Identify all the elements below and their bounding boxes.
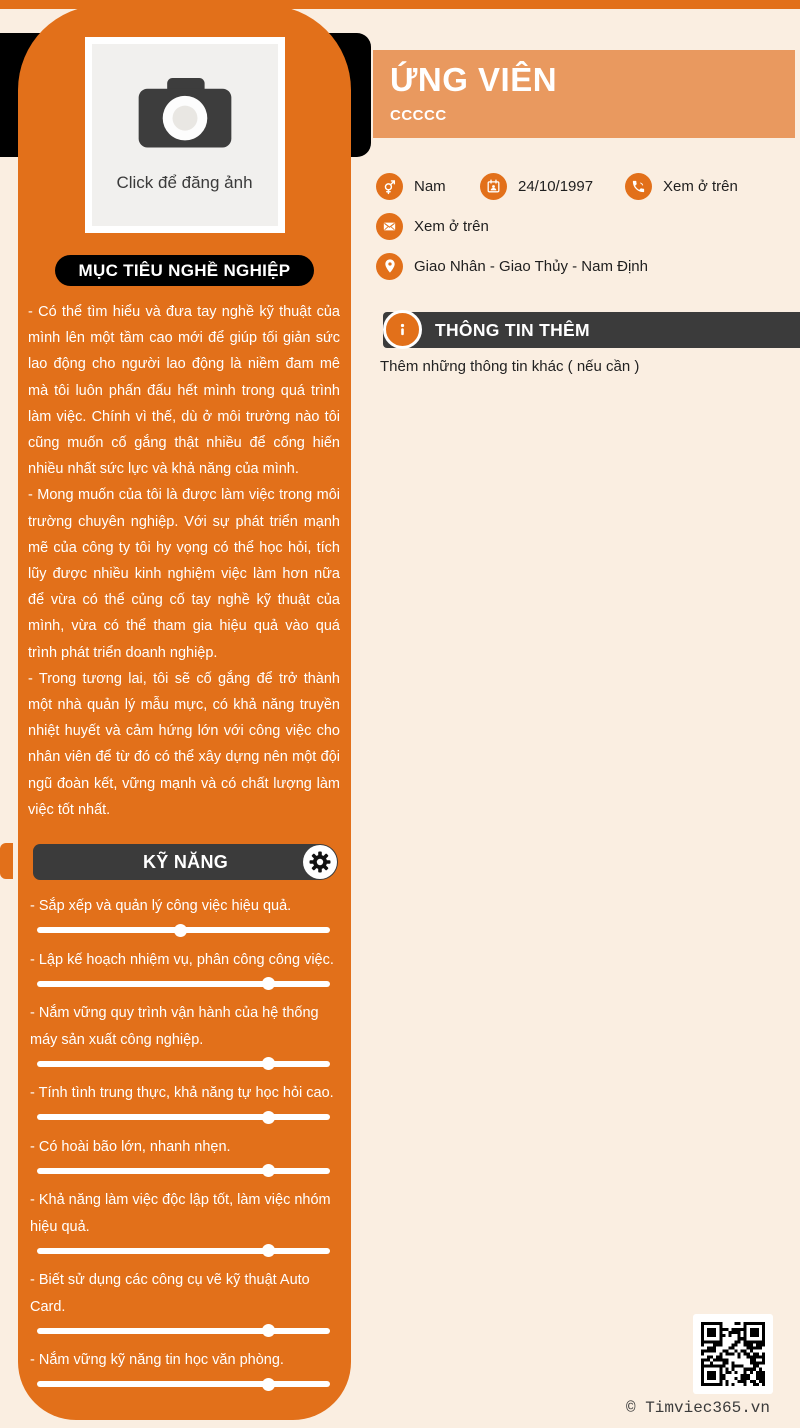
address-value[interactable]: Giao Nhân - Giao Thủy - Nam Định	[414, 257, 648, 275]
objective-paragraph[interactable]: - Có thể tìm hiểu và đưa tay nghề kỹ thuật của mình lên một tầm cao mới để giúp tối giản sức lao động cho người lao động là niềm đam mê mà tôi luôn phấn đấu hết mình trong quá trình làm việc. Chính vì thế, dù ở môi trường nào tôi cũng muốn cố gắng thật nhiều để cống hiến nhiều nhất sức lực và khả năng của mình.	[28, 304, 340, 478]
additional-info-placeholder[interactable]: Thêm những thông tin khác ( nếu cần )	[380, 358, 640, 375]
birthday-value[interactable]: 24/10/1997	[518, 177, 594, 195]
skill-slider-thumb[interactable]	[262, 1057, 275, 1070]
skill-slider-track	[37, 1328, 330, 1334]
skills-section-title: KỸ NĂNG	[142, 852, 229, 873]
skill-slider[interactable]	[37, 924, 330, 937]
skill-slider-thumb[interactable]	[262, 1111, 275, 1124]
skill-label[interactable]: - Tính tình trung thực, khả năng tự học hỏi cao.	[30, 1085, 334, 1102]
skill-slider[interactable]	[37, 977, 330, 990]
email-value[interactable]: Xem ở trên	[414, 217, 489, 235]
skill-item	[18, 947, 351, 991]
skill-slider[interactable]	[37, 1378, 330, 1391]
skill-item	[18, 1187, 351, 1257]
skill-label[interactable]: - Nắm vững quy trình vận hành của hệ thống máy sản xuất công nghiệp.	[30, 1005, 319, 1048]
contact-phone	[625, 172, 738, 200]
skill-slider[interactable]	[37, 1111, 330, 1124]
skill-label[interactable]: - Khả năng làm việc độc lập tốt, làm việc nhóm hiệu quả.	[30, 1192, 331, 1235]
skill-slider-track	[37, 1114, 330, 1120]
gender-icon	[376, 173, 403, 200]
info-icon	[383, 310, 422, 349]
skill-label[interactable]: - Lập kế hoạch nhiệm vụ, phân công công việc.	[30, 951, 334, 968]
sidebar	[18, 5, 351, 1420]
skill-slider-thumb[interactable]	[262, 977, 275, 990]
photo-upload-area[interactable]	[92, 44, 278, 226]
candidate-name[interactable]: ỨNG VIÊN	[390, 61, 558, 98]
skill-slider-track	[37, 1381, 330, 1387]
phone-value[interactable]: Xem ở trên	[663, 177, 738, 195]
photo-upload-caption: Click để đăng ảnh	[116, 172, 253, 192]
skill-item	[18, 1080, 351, 1124]
skill-slider-track	[37, 1168, 330, 1174]
candidate-subtitle[interactable]: CCCCC	[390, 107, 447, 124]
skill-label[interactable]: - Nắm vững kỹ năng tin học văn phòng.	[30, 1352, 284, 1369]
skill-item	[18, 893, 351, 937]
contact-row-1	[373, 172, 800, 200]
contact-row-3	[373, 252, 800, 280]
candidate-header	[373, 50, 795, 138]
qr-code	[693, 1314, 773, 1394]
contact-address	[376, 252, 648, 280]
skill-label[interactable]: - Có hoài bão lớn, nhanh nhẹn.	[30, 1138, 231, 1155]
additional-info-header	[383, 312, 800, 348]
skills-list	[18, 893, 351, 1391]
objective-paragraph[interactable]: - Mong muốn của tôi là được làm việc trong môi trường chuyên nghiệp. Với sự phát triển mạnh mẽ của công ty tôi hy vọng có thể học hỏi, tích lũy được nhiều kinh nghiệm việc làm hơn nữa để vừa có thể củng cố tay nghề kỹ thuật của mình, vừa có thể tham gia hiệu quả vào quá trình phát triển doanh nghiệp.	[28, 487, 340, 661]
skill-slider-track	[37, 1248, 330, 1254]
skill-item	[18, 1267, 351, 1337]
skill-slider-thumb[interactable]	[174, 924, 187, 937]
skill-label[interactable]: - Biết sử dụng các công cụ vẽ kỹ thuật Auto Card.	[30, 1272, 310, 1315]
skill-slider-thumb[interactable]	[262, 1378, 275, 1391]
additional-info-title: THÔNG TIN THÊM	[435, 320, 590, 340]
camera-icon	[129, 78, 241, 165]
contact-email	[376, 212, 489, 240]
footer-credit: © Timviec365.vn	[625, 1399, 771, 1417]
skill-slider[interactable]	[37, 1164, 330, 1177]
contact-gender	[376, 172, 446, 200]
skill-label[interactable]: - Sắp xếp và quản lý công việc hiệu quả.	[30, 898, 292, 915]
contact-birthday	[480, 172, 593, 200]
contact-section	[373, 172, 800, 292]
skill-slider-thumb[interactable]	[262, 1324, 275, 1337]
gender-value[interactable]: Nam	[414, 177, 446, 195]
skill-item	[18, 1134, 351, 1178]
skill-slider[interactable]	[37, 1057, 330, 1070]
contact-row-2	[373, 212, 800, 240]
photo-upload-frame[interactable]	[85, 37, 285, 233]
skill-slider-track	[37, 1061, 330, 1067]
objective-paragraph[interactable]: - Trong tương lai, tôi sẽ cố gắng để trở thành một nhà quản lý mẫu mực, có khả năng truyền nhiệt huyết và cảm hứng lớn với công việc cho nhân viên để từ đó có thể xây dựng nên một đội ngũ đoàn kết, vững mạnh và có chất lượng làm việc tốt nhất.	[28, 670, 340, 818]
mail-icon	[376, 213, 403, 240]
skill-slider-thumb[interactable]	[262, 1244, 275, 1257]
skills-side-tab	[0, 843, 13, 879]
skill-slider-thumb[interactable]	[262, 1164, 275, 1177]
location-icon	[376, 253, 403, 280]
objective-section-title: MỤC TIÊU NGHỀ NGHIỆP	[55, 255, 315, 286]
skill-item	[18, 1000, 351, 1070]
objective-text[interactable]	[18, 286, 351, 823]
gear-icon	[303, 845, 337, 879]
skills-section-header	[33, 844, 338, 880]
skill-slider[interactable]	[37, 1244, 330, 1257]
skill-slider[interactable]	[37, 1324, 330, 1337]
calendar-icon	[480, 173, 507, 200]
skill-item	[18, 1347, 351, 1391]
skill-slider-track	[37, 981, 330, 987]
phone-icon	[625, 173, 652, 200]
